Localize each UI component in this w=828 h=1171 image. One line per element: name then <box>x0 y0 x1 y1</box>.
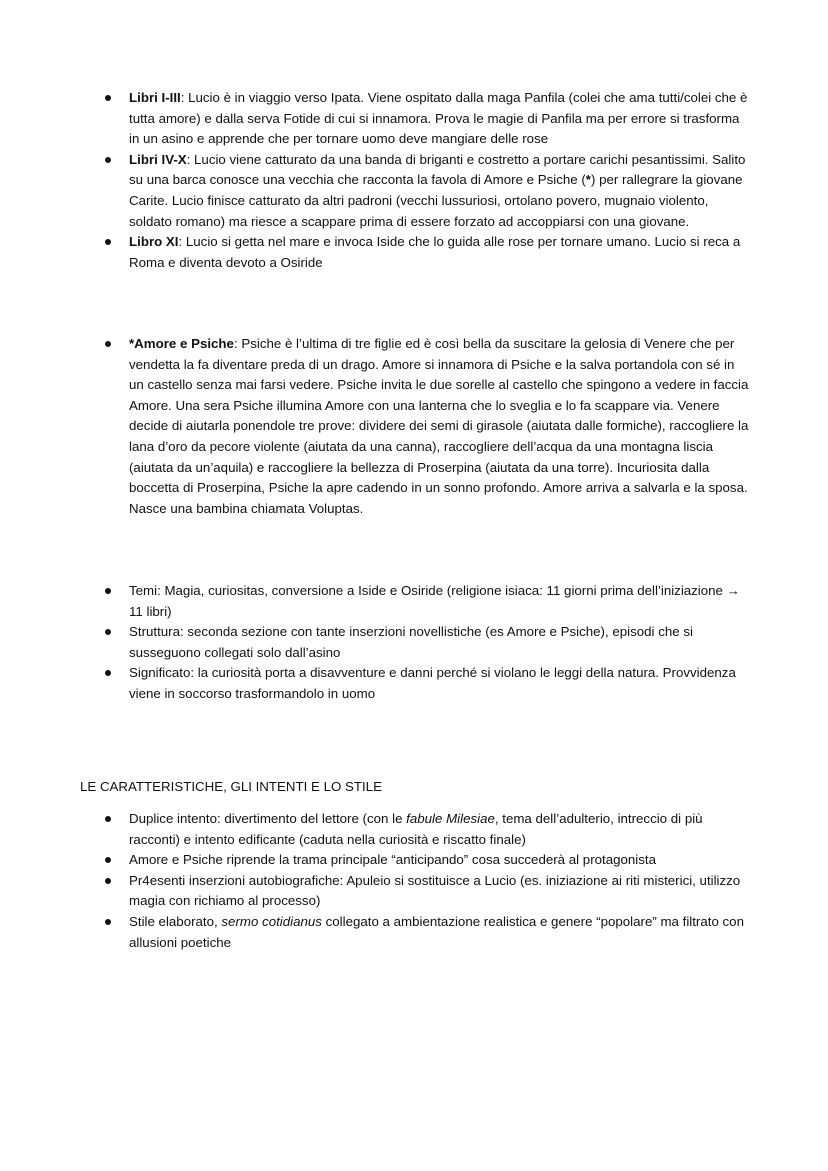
bullet-icon <box>105 588 111 594</box>
list-item <box>0 809 828 850</box>
bullet-icon <box>105 95 111 101</box>
list-item <box>0 88 828 150</box>
themes-list <box>0 581 828 705</box>
italic-term: sermo cotidianus <box>221 913 322 929</box>
list-item <box>0 912 828 953</box>
plot-summary-list <box>0 88 828 273</box>
list-item-title: Libri IV-X <box>129 151 187 167</box>
list-item-text: Amore e Psiche riprende la trama principale “anticipando” cosa succederà al protagonista <box>129 852 656 868</box>
list-item-text: , tema dell’adulterio, intreccio di più racconti) e intento edificante (caduta nella curiosità e riscatto finale) <box>129 811 703 847</box>
list-item <box>0 622 828 663</box>
list-item-text: : Psiche è l’ultima di tre figlie ed è così bella da suscitare la gelosia di Venere che per vendetta la fa diventare preda di un drago. Amore si innamora di Psiche e la salva portandola con sé in un castello senza mai farsi vedere. Psiche invita le due sorelle al castello che spingono a vedere in faccia Amore. Una sera Psiche illumina Amore con una lanterna che lo sveglia e lo fa scappare via. Venere decide di aiutarla ponendole tre prove: dividere dei semi di girasole (aiutata dalle formiche), raccogliere la lana d’oro da pecore violente (aiutata da una canna), raccogliere dell’acqua da una montagna liscia (aiutata da un’aquila) e raccogliere la bellezza di Proserpina (aiutata da una torre). Incuriosita dalla boccetta di Proserpina, Psiche la apre cadendo in un sonno profondo. Amore arriva a salvarla e la sposa. Nasce una bambina chiamata Voluptas. <box>129 336 749 516</box>
list-item-text: Significato: la curiosità porta a disavventure e danni perché si violano le leggi della natura. Provvidenza viene in soccorso trasformandolo in uomo <box>129 665 736 701</box>
list-item-title: Libro XI <box>129 234 179 250</box>
italic-term: fabule Milesiae <box>406 811 495 826</box>
list-item-text: : Lucio viene catturato da una banda di briganti e costretto a portare carichi pesantissimi. Salito su una barca conosce una vecchia che racconta la favola di Amore e Psiche ( <box>129 151 746 188</box>
bullet-icon <box>105 341 111 347</box>
asterisk-mark: * <box>585 172 591 188</box>
list-item-title: *Amore e Psiche <box>129 336 234 351</box>
bullet-icon <box>105 157 111 163</box>
list-item-text: collegato a ambientazione realistica e genere “popolare” ma filtrato con allusioni poetiche <box>129 913 744 950</box>
list-item-title: Libri I-III <box>129 90 181 105</box>
list-item <box>0 663 828 704</box>
list-item <box>0 871 828 912</box>
bullet-icon <box>105 816 111 822</box>
list-item-text: Temi: Magia, curiositas, conversione a Iside e Osiride (religione isiaca: 11 giorni prima dell’iniziazione → 11 libri) <box>129 583 740 619</box>
bullet-icon <box>105 878 111 884</box>
bullet-icon <box>105 629 111 635</box>
list-item-text: Struttura: seconda sezione con tante inserzioni novellistiche (es Amore e Psiche), episodi che si susseguono collegati solo dall’asino <box>129 624 693 660</box>
bullet-icon <box>105 919 111 925</box>
list-item <box>0 850 828 871</box>
list-item <box>0 581 828 622</box>
list-item-text: Pr4esenti inserzioni autobiografiche: Apuleio si sostituisce a Lucio (es. iniziazione ai riti misterici, utilizzo magia con richiamo al processo) <box>129 872 741 909</box>
section-heading: LE CARATTERISTICHE, GLI INTENTI E LO STILE <box>80 779 382 794</box>
list-item-text: Stile elaborato, <box>129 913 222 929</box>
list-item <box>0 150 828 232</box>
list-item-text: Duplice intento: divertimento del lettore (con le <box>129 811 407 826</box>
list-item-text: : Lucio si getta nel mare e invoca Iside che lo guida alle rose per tornare umano. Lucio si reca a Roma e diventa devoto a Osiride <box>129 234 741 270</box>
bullet-icon <box>105 857 111 863</box>
list-item <box>0 334 828 519</box>
bullet-icon <box>105 670 111 676</box>
list-item-text: ) per rallegrare la giovane Carite. Lucio finisce catturato da altri padroni (vecchi lussuriosi, ortolano povero, mugnaio violento, soldato romano) ma riesce a scappare prima di essere forzato ad accoppiarsi con una giovane. <box>129 172 743 229</box>
amore-psiche-list <box>0 334 828 519</box>
bullet-icon <box>105 239 111 245</box>
style-list <box>0 809 828 953</box>
list-item-text: : Lucio è in viaggio verso Ipata. Viene ospitato dalla maga Panfila (colei che ama tutti/colei che è tutta amore) e dalla serva Fotide di cui si innamora. Prova le magie di Panfila ma per errore si trasforma in un asino e apprende che per tornare uomo deve mangiare delle rose <box>129 90 748 147</box>
list-item <box>0 232 828 273</box>
